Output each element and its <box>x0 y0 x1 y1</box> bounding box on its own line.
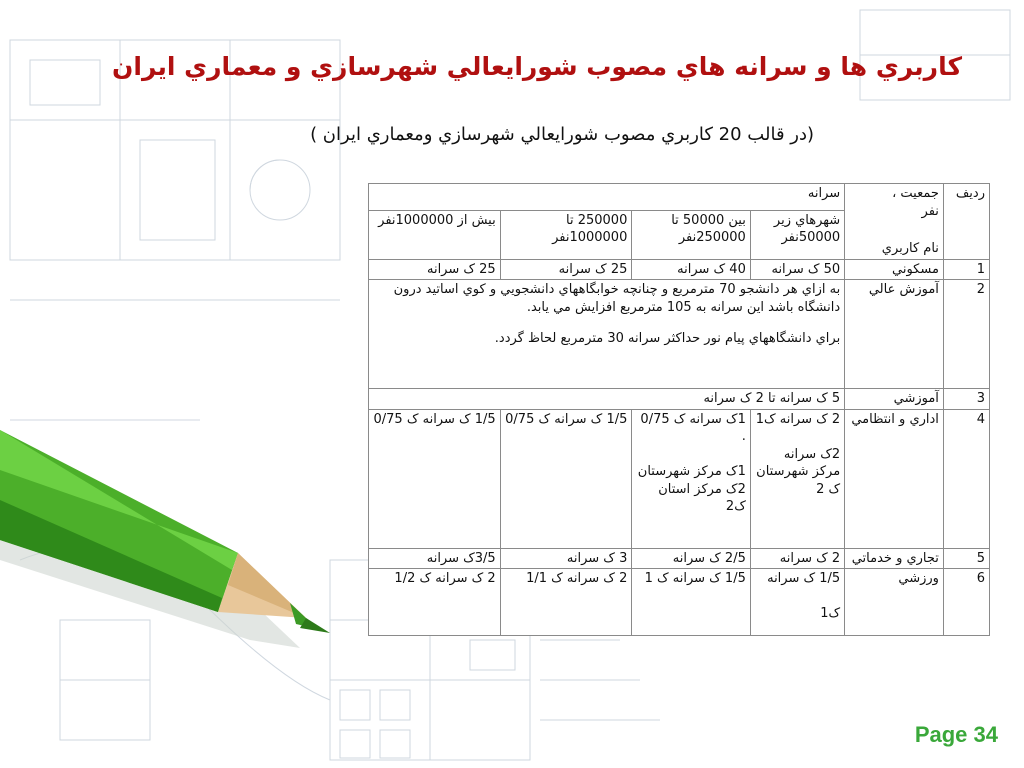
row-number: 1 <box>943 259 989 280</box>
higher-education-rule-text: به ازاي هر دانشجو 70 مترمربع و چنانچه خوابگاههاي دانشجويي و كوي اساتيد درون دانشگاه باشد اين سرانه به 105 مترمربع افزايش مي يابد. <box>393 282 841 315</box>
row-number: 6 <box>943 569 989 636</box>
cell-under-50000: 2 ک سرانه ک1 2ک سرانه مركز شهرستان ک 2 <box>750 409 844 548</box>
row-number: 2 <box>943 280 989 389</box>
cell-under-50000: 1/5 ک سرانه ک1 <box>750 569 844 636</box>
cell-250000-1000000: 25 ک سرانه <box>500 259 632 280</box>
row-number: 3 <box>943 389 989 410</box>
cell-over-1000000: 1/5 ک سرانه ک 0/75 <box>369 409 501 548</box>
slide-title: كاربري ها و سرانه هاي مصوب شورايعالي شهرسازي و معماري ايران <box>112 52 962 81</box>
cell-merged-range: 5 ک سرانه تا 2 ک سرانه <box>369 389 845 410</box>
header-population-line2: نفر <box>921 203 939 219</box>
header-col-50000-250000: بين 50000 تا 250000نفر <box>632 210 750 259</box>
row-landuse-name: مسكوني <box>845 259 944 280</box>
cell-250000-1000000: 2 ک سرانه ک 1/1 <box>500 569 632 636</box>
header-row-number: رديف <box>943 184 989 260</box>
header-col-under-50000: شهرهاي زير 50000نفر <box>750 210 844 259</box>
cell-250000-1000000: 1/5 ک سرانه ک 0/75 <box>500 409 632 548</box>
cell-over-1000000: 25 ک سرانه <box>369 259 501 280</box>
header-per-capita: سرانه <box>369 184 845 211</box>
slide-subtitle: (در قالب 20 كاربري مصوب شورايعالي شهرسازي ومعماري ايران ) <box>310 124 814 145</box>
page-number-label: Page 34 <box>914 722 998 747</box>
row-landuse-name: اداري و انتظامي <box>845 409 944 548</box>
payame-noor-rule-text: براي دانشگاههاي پيام نور حداكثر سرانه 30 مترمربع لحاظ گردد. <box>494 331 841 347</box>
header-landuse-name: نام كاربري <box>881 241 939 257</box>
cell-250000-1000000: 3 ک سرانه <box>500 548 632 569</box>
cell-50000-250000: 1/5 ک سرانه ک 1 <box>632 569 750 636</box>
cell-over-1000000: 3/5ک سرانه <box>369 548 501 569</box>
cell-under-50000: 2 ک سرانه <box>750 548 844 569</box>
cell-50000-250000: 1ک سرانه ک 0/75 . 1ک مركز شهرستان 2ک مركز استان ک2 <box>632 409 750 548</box>
header-col-over-1000000: بيش از 1000000نفر <box>369 210 501 259</box>
row-landuse-name: ورزشي <box>845 569 944 636</box>
row-landuse-name: آموزشي <box>845 389 944 410</box>
header-col-250000-1000000: 250000 تا 1000000نفر <box>500 210 632 259</box>
cell-50000-250000: 2/5 ک سرانه <box>632 548 750 569</box>
header-population-line1: جمعيت ، <box>892 186 939 201</box>
cell-over-1000000: 2 ک سرانه ک 1/2 <box>369 569 501 636</box>
row-number: 5 <box>943 548 989 569</box>
row-landuse-name: آموزش عالي <box>845 280 944 389</box>
row-landuse-name: تجاري و خدماتي <box>845 548 944 569</box>
cell-under-50000: 50 ک سرانه <box>750 259 844 280</box>
row-number: 4 <box>943 409 989 548</box>
cell-50000-250000: 40 ک سرانه <box>632 259 750 280</box>
